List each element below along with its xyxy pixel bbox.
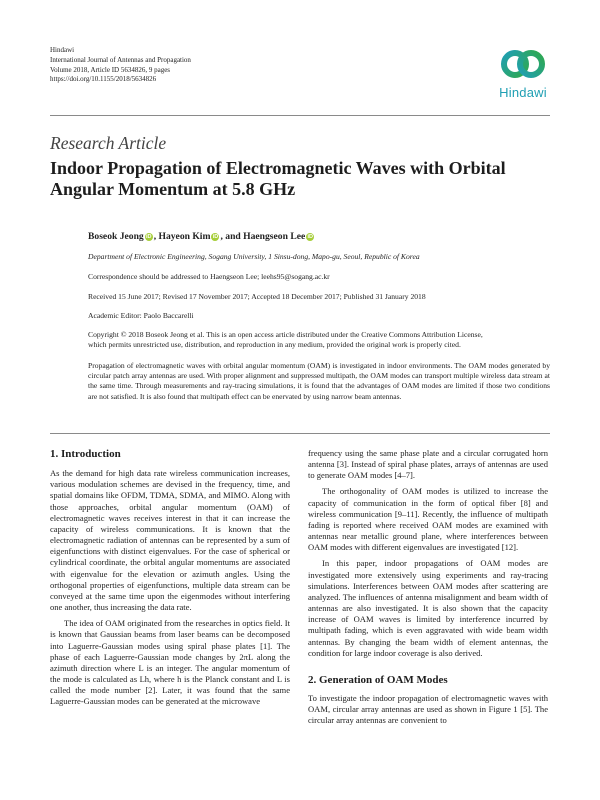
abstract: Propagation of electromagnetic waves with orbital angular momentum (OAM) is investigated in indoor environments. The OAM modes generated by circular patch array antennas are used. With proper alignment and suppressed multipath, the OAM modes can transport multiple wireless data stream at the same time. Through measurements and ray-tracing simulations, it is found that the advantages of OAM modes are limited if those two conditions are not satisfied. It is also found that multipath effect can be enervated by using narrow beam antennas. bbox=[88, 361, 550, 401]
title-line-2: Angular Momentum at 5.8 GHz bbox=[50, 179, 296, 199]
publisher-name: Hindawi bbox=[50, 46, 75, 54]
author-name[interactable]: Haengseon Lee bbox=[243, 231, 306, 242]
body-paragraph: To investigate the indoor propagation of electromagnetic waves with OAM, circular array antennas are used as shown in Figure 1 [5]. The circular array antennas are convenient to bbox=[308, 692, 548, 726]
article-type: Research Article bbox=[50, 133, 167, 153]
section-heading-introduction: 1. Introduction bbox=[50, 448, 121, 460]
article-title bbox=[50, 158, 550, 200]
right-column bbox=[308, 448, 548, 726]
volume-info: Volume 2018, Article ID 5634826, 9 pages bbox=[50, 65, 171, 74]
copyright-line-2: which permits unrestricted use, distribution, and reproduction in any medium, provided the original work is properly cited. bbox=[88, 340, 461, 350]
hindawi-logo-icon bbox=[500, 44, 546, 84]
dates: Received 15 June 2017; Revised 17 November 2017; Accepted 18 December 2017; Published 31 January 2018 bbox=[88, 292, 426, 301]
left-column bbox=[50, 449, 290, 707]
body-paragraph: frequency using the same phase plate and a circular corrugated horn antenna [3]. Instead of spiral phase plates, arrays of antennas are used to generate OAM modes [4–7]. bbox=[308, 448, 548, 481]
correspondence: Correspondence should be addressed to Haengseon Lee; leehs95@sogang.ac.kr bbox=[88, 272, 330, 281]
author-separator: , and bbox=[220, 231, 244, 242]
copyright-line-1: Copyright © 2018 Boseok Jeong et al. This is an open access article distributed under the Creative Commons Attribution License, bbox=[88, 330, 483, 339]
abstract-divider bbox=[50, 433, 550, 434]
logo-wordmark: Hindawi bbox=[499, 85, 547, 100]
affiliation: Department of Electronic Engineering, Sogang University, 1 Sinsu-dong, Mapo-gu, Seoul, Republic of Korea bbox=[88, 252, 420, 261]
journal-name: International Journal of Antennas and Propagation bbox=[50, 55, 191, 64]
section-heading-generation: 2. Generation of OAM Modes bbox=[308, 673, 448, 686]
orcid-icon[interactable]: iD bbox=[212, 234, 219, 240]
academic-editor: Academic Editor: Paolo Baccarelli bbox=[88, 311, 194, 320]
author-list: Boseok Jeong iD , Hayeon Kim iD , and Haengseon Lee iD bbox=[88, 231, 313, 242]
doi-link[interactable]: https://doi.org/10.1155/2018/5634826 bbox=[50, 75, 157, 84]
hindawi-logo bbox=[493, 44, 553, 110]
body-paragraph: In this paper, indoor propagations of OAM modes are investigated more extensively using experiments and ray-tracing simulations. Interferences between OAM modes after scattering are analyzed. The influences of antenna misalignment and beam width of antennas are also investigated. It is also shown that the capacity increase of OAM waves is limited by interference incurred by multipath fading, which is even aggravated with wide beam width antennas. By changing the beam width of element antennas, the condition for large indoor coverage is also derived. bbox=[308, 558, 548, 658]
body-paragraph: The idea of OAM originated from the researches in optics field. It is known that Gaussian beams from laser beams can be decomposed into Laguerre-Gaussian modes using spiral phase plates [1]. The phase of each Laguerre-Gaussian mode changes by 2πL along the azimuth direction where L is an integer. The angular momentum of the mode is calculated as Lh, where h is the Planck constant and L is called the mode number [2]. Later, it was found that the same Laguerre-Gaussian modes can be generated at the microwave bbox=[50, 618, 290, 707]
body-paragraph: The orthogonality of OAM modes is utilized to increase the capacity of communication in the form of optical fiber [8] and wireless communication [9–11]. Recently, the influence of multipath fading is reported where received OAM modes are examined with antennas near metallic ground plane, where interferences between OAM modes with different eigenvalues are investigated [12]. bbox=[308, 486, 548, 553]
body-paragraph: As the demand for high data rate wireless communication increases, various modulation schemes are devised in the frequency, time, and spatial domains like OFDM, TDMA, SDMA, and MIMO. Along with those approaches, orbital angular momentum (OAM) of electromagnetic waves receives interest in that it can increase the capacity of wireless communications. It is known that the electromagnetic radiation of antennas can be represented by a sum of eigenfunctions with distinct eigenvalues. For the case of spherical or cylindrical coordinate, the orbital angular momentums are associated with eigenvalue for the elevation or azimuth angles. Using the orthogonal properties of eigenfunctions, multiple data stream can be conveyed at the same time upon the eigenmodes without interfering one another, thus increasing the data rate. bbox=[50, 468, 290, 613]
orcid-icon[interactable]: iD bbox=[145, 234, 152, 240]
title-line-1: Indoor Propagation of Electromagnetic Waves with Orbital bbox=[50, 158, 506, 178]
journal-header bbox=[50, 46, 191, 85]
orcid-icon[interactable]: iD bbox=[307, 234, 313, 240]
header-divider bbox=[50, 115, 550, 116]
author-name[interactable]: Hayeon Kim bbox=[158, 231, 211, 242]
copyright bbox=[88, 330, 550, 350]
author-name[interactable]: Boseok Jeong bbox=[88, 231, 144, 242]
